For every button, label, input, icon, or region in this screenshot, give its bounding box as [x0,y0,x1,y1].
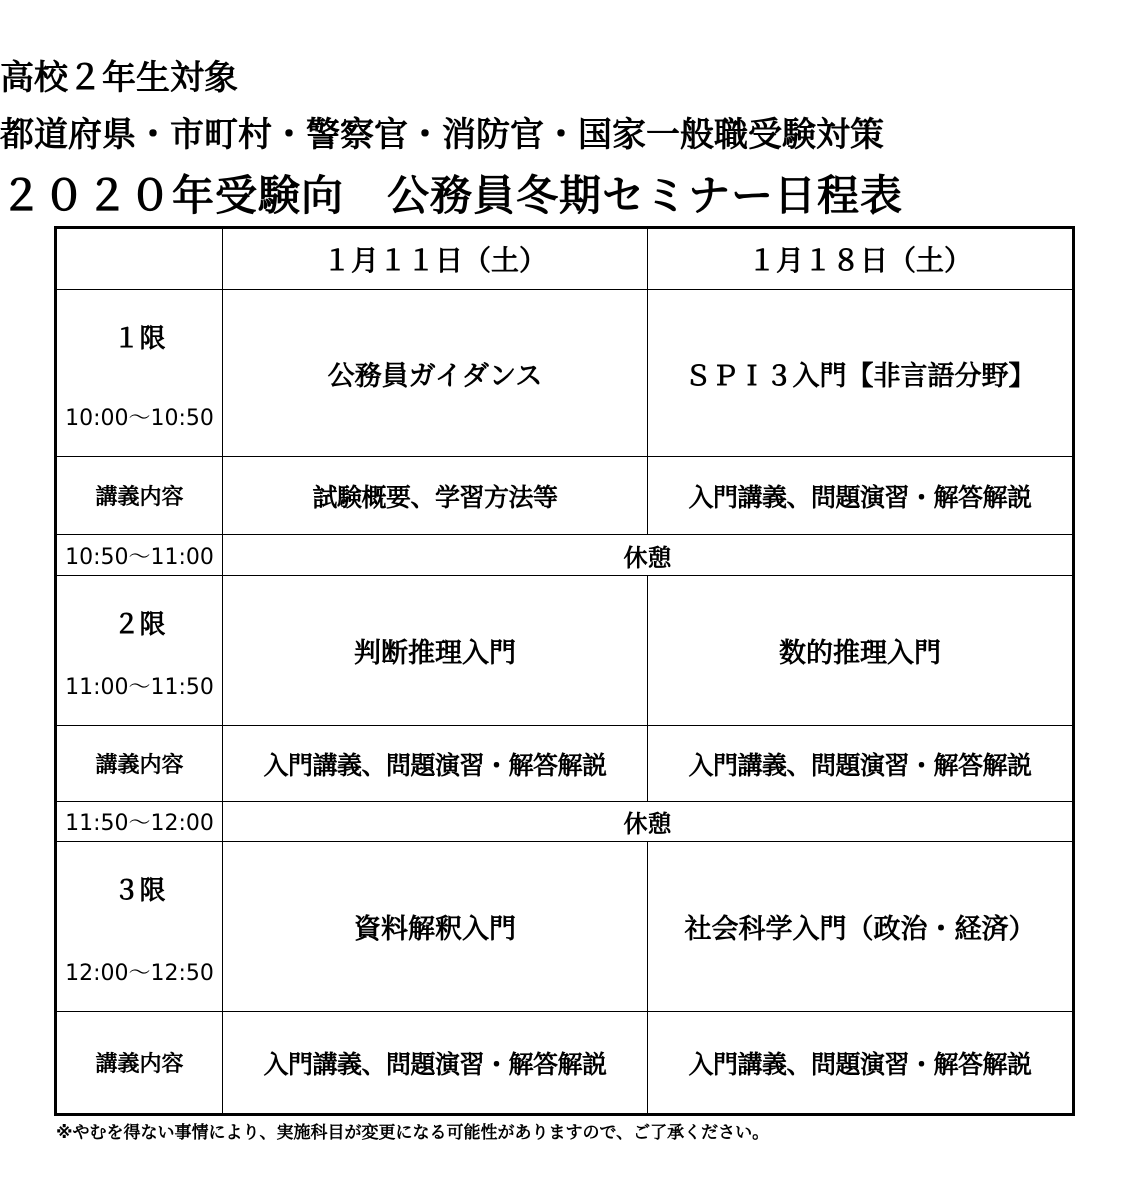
content-label: 講義内容 [56,1012,223,1115]
content-cell: 入門講義、問題演習・解答解説 [648,1012,1074,1115]
content-cell: 入門講義、問題演習・解答解説 [223,726,648,802]
content-cell: 入門講義、問題演習・解答解説 [648,726,1074,802]
subject-cell: ＳＰＩ３入門【非言語分野】 [648,290,1074,457]
break-label: 休憩 [223,802,1074,842]
period-time: 11:00～11:50 [65,675,214,700]
subject-cell: 資料解釈入門 [223,842,648,1012]
period-cell [56,290,223,457]
content-cell: 入門講義、問題演習・解答解説 [223,1012,648,1115]
subject-cell: 判断推理入門 [223,576,648,726]
break-row [56,802,1074,842]
break-time: 10:50～11:00 [56,535,223,576]
period-label: １限 [113,324,166,354]
header-corner [56,228,223,290]
content-label: 講義内容 [56,726,223,802]
period-row [56,290,1074,457]
subject-cell: 社会科学入門（政治・経済） [648,842,1074,1012]
break-row [56,535,1074,576]
period-row [56,842,1074,1012]
content-cell: 入門講義、問題演習・解答解説 [648,457,1074,535]
subject-cell: 数的推理入門 [648,576,1074,726]
title-target: 高校２年生対象 [0,58,238,98]
title-exam-types: 都道府県・市町村・警察官・消防官・国家一般職受験対策 [0,115,884,155]
date-header-2: １月１８日（土） [648,228,1074,290]
content-cell: 試験概要、学習方法等 [223,457,648,535]
period-row [56,576,1074,726]
period-label: ２限 [113,610,166,640]
content-row [56,457,1074,535]
subject-cell: 公務員ガイダンス [223,290,648,457]
break-time: 11:50～12:00 [56,802,223,842]
period-time: 12:00～12:50 [65,961,214,986]
date-header-1: １月１１日（土） [223,228,648,290]
period-time: 10:00～10:50 [65,406,214,431]
content-row [56,1012,1074,1115]
break-label: 休憩 [223,535,1074,576]
schedule-table [54,226,1075,1116]
footnote: ※やむを得ない事情により、実施科目が変更になる可能性がありますので、ご了承ください。 [56,1123,770,1143]
period-cell [56,842,223,1012]
header-row [56,228,1074,290]
page-title: ２０２０年受験向 公務員冬期セミナー日程表 [0,171,904,220]
content-label: 講義内容 [56,457,223,535]
period-cell [56,576,223,726]
content-row [56,726,1074,802]
period-label: ３限 [113,876,166,906]
